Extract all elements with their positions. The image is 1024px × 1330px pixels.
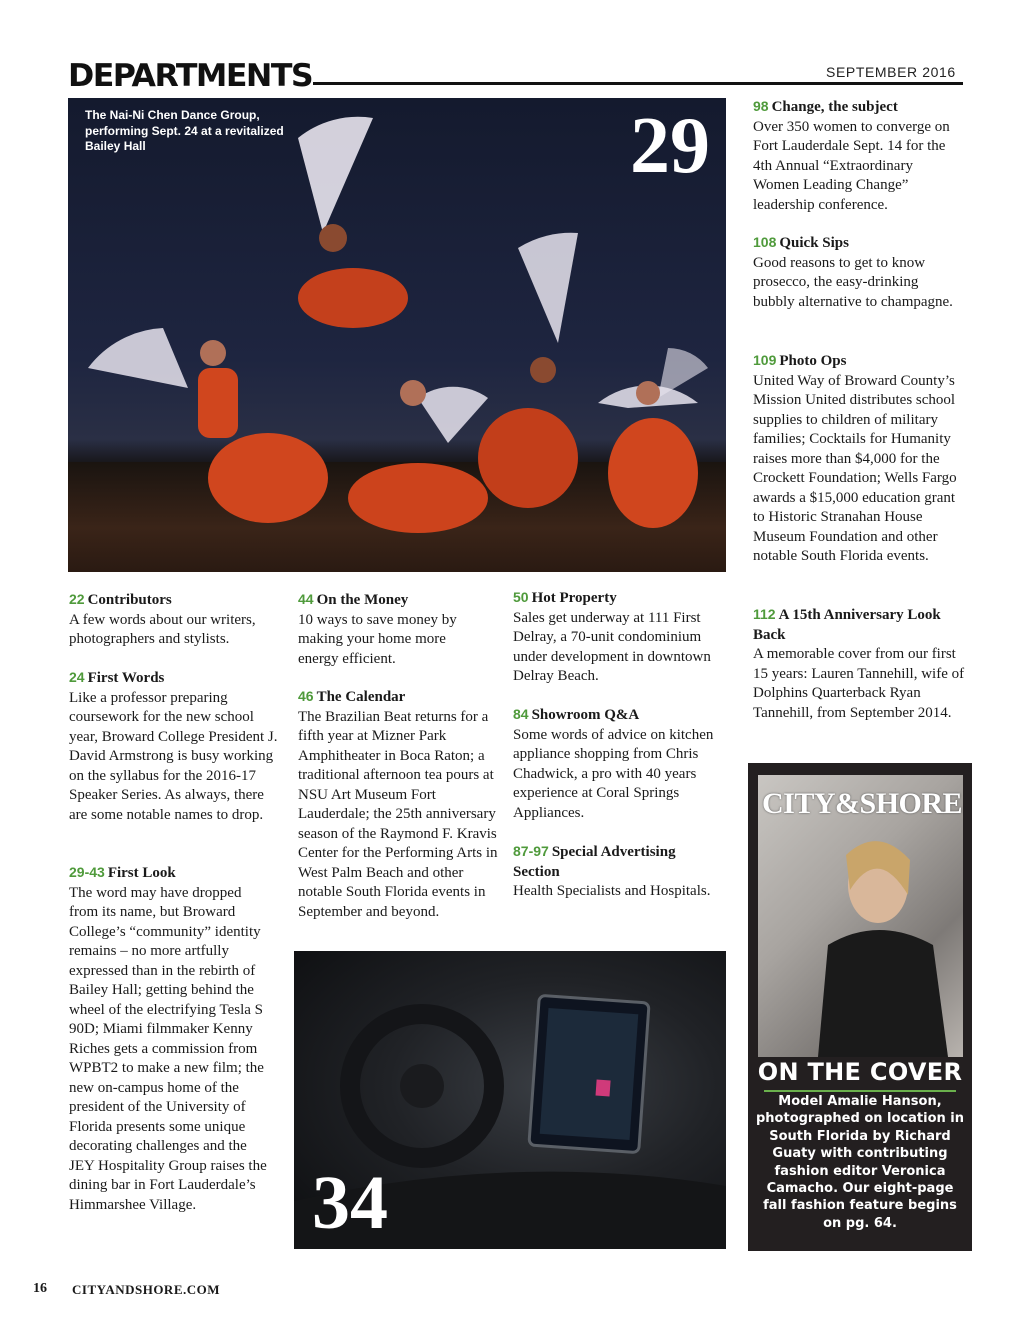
entry-body: Sales get underway at 111 First Delray, a 70-unit condominium under development in downtown Delray Beach. <box>513 609 711 684</box>
footer-website: CITYANDSHORE.COM <box>72 1282 221 1297</box>
entry-body: 10 ways to save money by making your home more energy efficient. <box>298 611 457 667</box>
entry-title: Showroom Q&A <box>531 707 640 723</box>
cover-magazine-title: CITY&SHORE <box>762 787 963 820</box>
cover-image <box>758 775 963 1057</box>
entry-title: The Calendar <box>316 689 406 705</box>
entry-title: On the Money <box>316 592 409 608</box>
folio-page-number: 16 <box>33 1281 47 1296</box>
entry-photo-ops <box>753 351 968 567</box>
photo-page-number: 29 <box>630 102 710 190</box>
entry-change-the-subject <box>753 97 961 215</box>
entry-page-number: 44 <box>298 591 314 607</box>
masthead-rule <box>313 82 963 85</box>
entry-body: A few words about our writers, photographers and stylists. <box>69 611 256 647</box>
cover-rule <box>764 1090 956 1092</box>
entry-body: United Way of Broward County’s Mission United distributes school supplies to children of military families; Cocktails for Humanity raises more than $4,000 for the Crockett Foundation; Wells Fargo awards a $15,000 education grant to Historic Stranahan House Museum Foundation and other notable South Florida events. <box>753 372 957 564</box>
photo-caption: The Nai-Ni Chen Dance Group, performing Sept. 24 at a revitalized Bailey Hall <box>85 108 284 153</box>
entry-on-the-money <box>298 590 478 669</box>
entry-page-number: 108 <box>753 234 777 250</box>
entry-page-number: 84 <box>513 706 529 722</box>
entry-page-number: 24 <box>69 669 85 685</box>
entry-title: First Words <box>87 670 165 686</box>
entry-body: The Brazilian Beat returns for a fifth year at Mizner Park Amphitheater in Boca Raton; a traditional afternoon tea pours at NSU Art Museum Fort Lauderdale; the 25th anniversary season of the Raymond F. Kravis Center for the Performing Arts in West Palm Beach and other notable South Florida events in September and beyond. <box>298 708 498 920</box>
entry-page-number: 98 <box>753 98 769 114</box>
entry-the-calendar <box>298 687 498 922</box>
dance-photo <box>68 98 726 572</box>
entry-page-number: 29-43 <box>69 864 105 880</box>
entry-body: Over 350 women to converge on Fort Lauderdale Sept. 14 for the 4th Annual “Extraordinary Women Leading Change” leadership conference. <box>753 118 950 213</box>
entry-body: Health Specialists and Hospitals. <box>513 883 711 899</box>
entry-anniversary-look-back <box>753 605 968 723</box>
entry-special-advertising <box>513 842 723 902</box>
entry-quick-sips <box>753 233 953 312</box>
cover-description: Model Amalie Hanson, photographed on location in South Florida by Richard Guaty with contributing fashion editor Veronica Camacho. Our eight-page fall fashion feature begins on pg. 64. <box>755 1094 964 1231</box>
entry-title: Quick Sips <box>779 235 849 251</box>
issue-date: SEPTEMBER 2016 <box>826 64 956 80</box>
entry-body: Some words of advice on kitchen appliance shopping from Chris Chadwick, a pro with 40 years experience at Coral Springs Appliances. <box>513 726 714 821</box>
entry-title: Photo Ops <box>779 353 847 369</box>
entry-page-number: 50 <box>513 589 529 605</box>
cover-heading: ON THE COVER <box>757 1058 963 1086</box>
entry-first-look <box>69 863 272 1215</box>
entry-title: Contributors <box>87 592 172 608</box>
entry-body: Like a professor preparing coursework for the new school year, Broward College President J. David Armstrong is busy working on the syllabus for the 2016-17 Speaker Series. As always, there are some notable names to drop. <box>69 689 278 823</box>
entry-page-number: 87-97 <box>513 843 549 859</box>
entry-contributors <box>69 590 279 650</box>
entry-body: A memorable cover from our first 15 years: Lauren Tannehill, wife of Dolphins Quarterback Ryan Tannehill, from September 2014. <box>753 646 965 721</box>
entry-title: A 15th Anniversary Look Back <box>753 607 941 643</box>
entry-first-words <box>69 668 281 825</box>
on-the-cover-box <box>748 763 972 1251</box>
entry-body: The word may have dropped from its name, but Broward College’s “community” identity remains – no more artfully expressed than in the rebirth of Bailey Hall; getting behind the wheel of the electrifying Tesla S 90D; Miami filmmaker Kenny Riches gets a commission from WPBT2 to make a new film; the new on-campus home of the president of the University of Florida presents some unique decorating challenges and the JEY Hospitality Group raises the dining bar in Fort Lauderdale’s Himmarshee Village. <box>69 884 267 1213</box>
entry-showroom-qa <box>513 705 723 823</box>
entry-page-number: 22 <box>69 591 85 607</box>
entry-page-number: 109 <box>753 352 777 368</box>
dancers-illustration <box>68 98 726 572</box>
entry-title: Special Advertising Section <box>513 844 676 880</box>
entry-page-number: 46 <box>298 688 314 704</box>
photo-page-number: 34 <box>312 1161 388 1245</box>
entry-title: Hot Property <box>531 590 617 606</box>
entry-title: Change, the subject <box>771 99 898 115</box>
entry-page-number: 112 <box>753 606 776 622</box>
car-interior-photo <box>294 951 726 1249</box>
entry-title: First Look <box>107 865 176 881</box>
entry-hot-property <box>513 588 723 687</box>
entry-body: Good reasons to get to know prosecco, the easy-drinking bubbly alternative to champagne. <box>753 254 953 310</box>
section-title: DEPARTMENTS <box>68 58 313 94</box>
